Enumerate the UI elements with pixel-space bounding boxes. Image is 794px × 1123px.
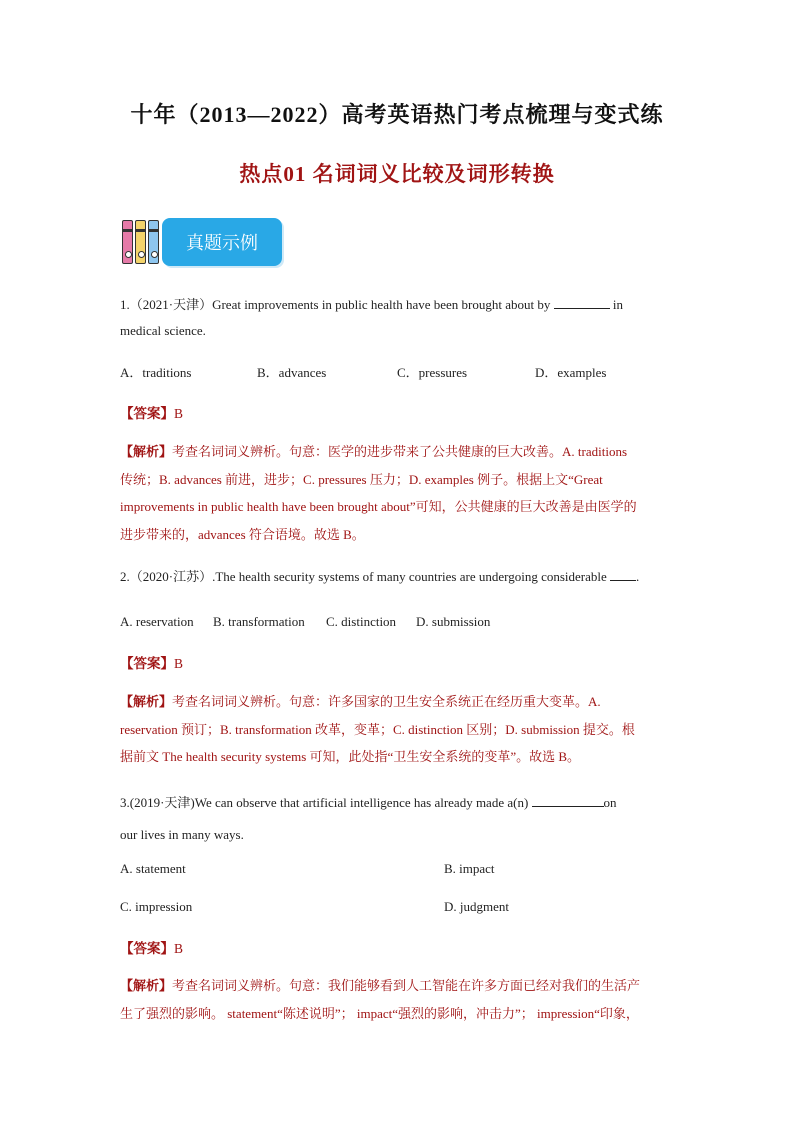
section-header [120, 218, 290, 266]
document-title: 十年（2013—2022）高考英语热门考点梳理与变式练 [130, 102, 664, 127]
answer-blank [610, 579, 636, 581]
option-a: A. statement [120, 861, 186, 876]
option-c: C. distinction [326, 614, 397, 629]
option-a: A．traditions [120, 365, 192, 380]
question-2-explanation: 【解析】考查名词词义辨析。句意：许多国家的卫生安全系统正在经历重大变革。A. reservation 预订；B. transformation 改革，变革；C. distinction 区别；D. submission 提交。根 据前文 The health security systems 可知，此处指“卫生安全系统的变革”。故选 B。 [120, 694, 635, 764]
option-b: B．advances [257, 365, 327, 380]
option-d: D．examples [535, 365, 607, 380]
question-3-explanation: 【解析】考查名词词义辨析。句意：我们能够看到人工智能在许多方面已经对我们的生活产 生了强烈的影响。 statement“陈述说明”； impact“强烈的影响，冲击力”； impression“印象， [120, 978, 641, 1021]
answer-blank [532, 805, 604, 807]
question-3-answer: 【答案】B [120, 941, 184, 956]
question-3-options-row-1 [120, 861, 676, 881]
question-2-options [120, 614, 676, 634]
option-d: D. judgment [444, 899, 509, 914]
question-1-explanation: 【解析】考查名词词义辨析。句意：医学的进步带来了公共健康的巨大改善。A. traditions 传统；B. advances 前进，进步；C. pressures 压力；D. examples 例子。根据上文“Great improvements in public health have been brought about”可知，公共健康的巨大改善是由医学的 进步带来的，advances 符合语境。故选 B。 [120, 444, 637, 542]
option-b: B. impact [444, 861, 495, 876]
question-2-answer: 【答案】B [120, 656, 184, 671]
question-1-options [120, 362, 676, 382]
question-3-stem: 3.(2019·天津)We can observe that artificial intelligence has already made a(n) on our lives in many ways. [120, 795, 617, 842]
option-c: C．pressures [397, 365, 468, 380]
option-c: C. impression [120, 899, 193, 914]
option-a: A. reservation [120, 614, 194, 629]
question-3-options-row-2 [120, 899, 676, 919]
binders-icon [120, 218, 162, 266]
document-subtitle: 热点01 名词词义比较及词形转换 [239, 162, 555, 186]
answer-blank [554, 307, 610, 309]
option-d: D. submission [416, 614, 491, 629]
question-2-stem: 2.（2020·江苏）.The health security systems of many countries are undergoing considerable . [120, 569, 640, 584]
section-label: 真题示例 [162, 218, 282, 266]
question-1-answer: 【答案】B [120, 406, 184, 421]
option-b: B. transformation [213, 614, 305, 629]
question-1-stem: 1.（2021·天津）Great improvements in public health have been brought about by in medical science. [120, 297, 623, 338]
